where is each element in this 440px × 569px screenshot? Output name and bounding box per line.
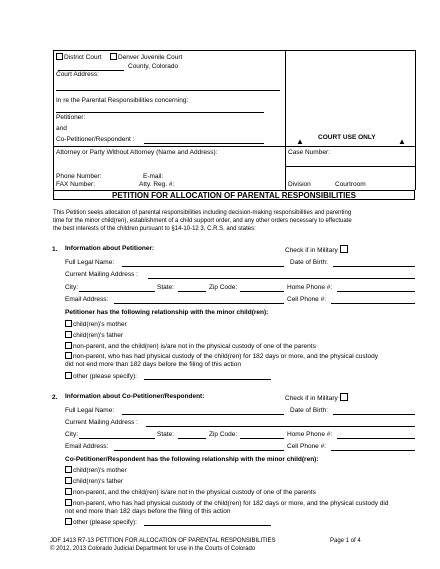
s2-other-field[interactable]: [144, 525, 271, 526]
triangle-up-icon: ▲: [296, 137, 304, 146]
s2-city-label: City:: [65, 431, 78, 438]
attorney-label: Attorney or Party Without Attorney (Name and Address):: [56, 149, 218, 156]
s2-option-father[interactable]: child(ren)'s father: [65, 477, 123, 486]
checkbox[interactable]: [65, 488, 72, 495]
s2-dob-label: Date of Birth:: [290, 407, 328, 414]
caption-left-border: [53, 50, 54, 190]
s1-other-field[interactable]: [144, 379, 271, 380]
s1-cell-field[interactable]: [331, 303, 415, 304]
phone-label: Phone Number:: [56, 173, 102, 180]
footer-page: Page 1 of 4: [330, 538, 361, 544]
petitioner-label: Petitioner:: [56, 114, 86, 121]
intro-line-3: the best interests of the children pursuant to §14-10-12 3, C.R.S. and states:: [53, 226, 256, 232]
military-checkbox[interactable]: [340, 393, 348, 401]
s2-full-name-field[interactable]: [122, 414, 284, 415]
court-use-only: COURT USE ONLY: [318, 134, 376, 141]
s2-option-other[interactable]: other (please specify):: [65, 518, 137, 527]
s1-state-label: State:: [157, 284, 174, 291]
s1-relationship-heading: Petitioner has the following relationship with the minor child(ren):: [65, 309, 269, 316]
s2-relationship-heading: Co-Petitioner/Respondent has the following relationship with the minor child(ren):: [65, 456, 319, 463]
s1-option-other[interactable]: other (please specify):: [65, 372, 137, 381]
s2-home-phone-label: Home Phone #:: [287, 431, 333, 438]
checkbox[interactable]: [65, 320, 72, 327]
division-label: Division: [288, 181, 311, 188]
checkbox[interactable]: [65, 342, 72, 349]
s1-option-nonparent-custody[interactable]: non-parent, who has had physical custody of the child(ren) for 182 days or more, and the physical custody: [65, 352, 378, 361]
s2-city-field[interactable]: [79, 438, 155, 439]
caption-mid-border: [53, 146, 415, 147]
s1-email-field[interactable]: [114, 303, 284, 304]
s2-option-mother[interactable]: child(ren)'s mother: [65, 466, 127, 475]
case-number-label: Case Number:: [288, 149, 330, 156]
s2-option-nonparent-no-custody[interactable]: non-parent, and the child(ren) is/are not in the physical custody of one of the parents: [65, 488, 316, 497]
s1-dob-field[interactable]: [333, 266, 415, 267]
atty-reg-label: Atty. Reg. #:: [139, 181, 175, 188]
s1-mailing-field[interactable]: [148, 278, 415, 279]
s2-full-name-label: Full Legal Name:: [65, 407, 115, 414]
s2-cell-field[interactable]: [331, 450, 415, 451]
s1-option-nonparent-no-custody[interactable]: non-parent, and the child(ren) is/are not in the physical custody of one of the parents: [65, 342, 316, 351]
s1-email-label: Email Address:: [65, 296, 109, 303]
district-court-checkbox[interactable]: [56, 53, 63, 60]
caption-divider: [285, 50, 286, 190]
caption-top-border: [53, 50, 415, 51]
court-address-label: Court Address:: [56, 71, 99, 78]
checkbox[interactable]: [65, 331, 72, 338]
section-2-military[interactable]: Check if in Military: [285, 393, 349, 403]
s2-state-label: State:: [157, 431, 174, 438]
and-label: and: [56, 125, 67, 132]
footer-form-id: JDF 1413 R7-13 PETITION FOR ALLOCATION OF PARENTAL RESPONSIBILITIES: [50, 538, 276, 544]
section-2-number: 2.: [52, 394, 58, 401]
checkbox[interactable]: [65, 352, 72, 359]
s2-home-phone-field[interactable]: [337, 438, 415, 439]
s2-email-label: Email Address:: [65, 443, 109, 450]
section-2-heading: Information about Co-Petitioner/Respondent:: [65, 393, 205, 400]
s2-option-nonparent-custody[interactable]: non-parent, who has had physical custody of the child(ren) for 182 days or more, and the physical custody did: [65, 499, 388, 508]
s1-mailing-label: Current Mailing Address :: [65, 271, 138, 278]
case-number-divider: [286, 166, 415, 167]
triangle-up-icon: ▲: [398, 137, 406, 146]
checkbox[interactable]: [65, 372, 72, 379]
checkbox[interactable]: [65, 466, 72, 473]
s2-mailing-field[interactable]: [146, 426, 415, 427]
fax-label: FAX Number:: [56, 181, 96, 188]
county-label: County, Colorado: [128, 63, 179, 70]
checkbox[interactable]: [65, 518, 72, 525]
s1-home-phone-field[interactable]: [337, 291, 415, 292]
email-label: E-mail:: [143, 173, 164, 180]
s2-dob-field[interactable]: [333, 414, 415, 415]
footer-copyright: © 2012, 2013 Colorado Judicial Department for use in the Courts of Colorado: [50, 546, 256, 552]
s1-city-label: City:: [65, 284, 78, 291]
intro-line-2: time for the minor child(ren), establishment of a child support order, and any other orders necessary to effectuate: [53, 218, 352, 224]
s1-option-mother[interactable]: child(ren)'s mother: [65, 320, 127, 329]
copetitioner-label: Co-Petitioner/Respondent :: [56, 136, 135, 143]
s1-city-field[interactable]: [79, 291, 155, 292]
checkbox[interactable]: [65, 499, 72, 506]
in-re-field[interactable]: [56, 112, 264, 113]
in-re-label: In re the Parental Responsibilities concerning:: [56, 97, 189, 104]
district-court-option[interactable]: District Court: [56, 53, 102, 62]
caption-right-border: [415, 50, 416, 190]
s1-full-name-label: Full Legal Name:: [65, 259, 115, 266]
military-checkbox[interactable]: [340, 245, 348, 253]
s1-cell-label: Cell Phone #:: [287, 296, 327, 303]
juvenile-court-option[interactable]: Denver Juvenile Court: [110, 53, 182, 62]
s1-state-field[interactable]: [178, 291, 206, 292]
section-1-heading: Information about Petitioner:: [65, 245, 155, 252]
s2-email-field[interactable]: [114, 450, 284, 451]
page-title: PETITION FOR ALLOCATION OF PARENTAL RESPONSIBILITIES: [111, 191, 356, 200]
s1-dob-label: Date of Birth:: [290, 259, 328, 266]
checkbox[interactable]: [65, 477, 72, 484]
courtroom-label: Courtroom: [335, 181, 366, 188]
section-1-number: 1.: [52, 246, 58, 253]
s2-option-nonparent-custody-cont: not end more than 182 days before the filing of this action: [65, 508, 231, 515]
s2-zip-label: Zip Code:: [209, 431, 238, 438]
s1-zip-field[interactable]: [240, 291, 284, 292]
s2-zip-field[interactable]: [240, 438, 284, 439]
s1-option-nonparent-custody-cont: did not end more than 182 days before the filing of this action: [65, 361, 241, 368]
s2-cell-label: Cell Phone #:: [287, 443, 327, 450]
s1-full-name-field[interactable]: [122, 266, 284, 267]
s1-zip-label: Zip Code:: [209, 284, 238, 291]
s2-mailing-label: Current Mailing Address :: [65, 419, 138, 426]
section-1-military[interactable]: Check if in Military: [285, 245, 349, 255]
court-address-field[interactable]: [56, 90, 280, 91]
title-bar: [53, 190, 415, 200]
copetitioner-field[interactable]: [144, 143, 264, 144]
intro-line-1: This Petition seeks allocation of parental responsibilities including decision-making responsibilities and parenting: [53, 210, 352, 216]
s2-state-field[interactable]: [178, 438, 206, 439]
juvenile-court-checkbox[interactable]: [110, 53, 117, 60]
s1-option-father[interactable]: child(ren)'s father: [65, 331, 123, 340]
s1-home-phone-label: Home Phone #:: [287, 284, 333, 291]
